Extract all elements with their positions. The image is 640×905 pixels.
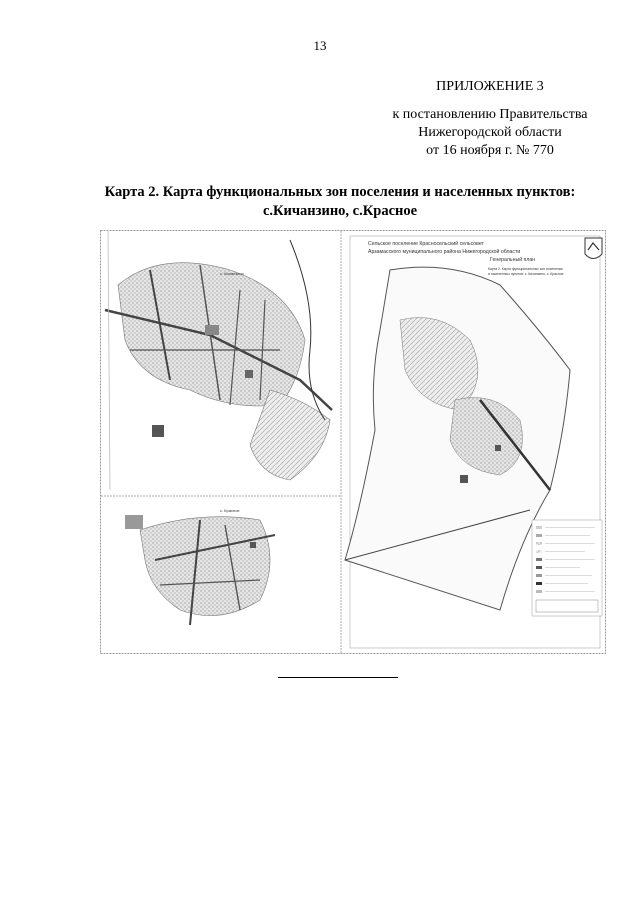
appendix-block <box>380 78 600 160</box>
appendix-line: от 16 ноября г. № 770 <box>426 143 554 158</box>
functional-zones-map <box>100 230 606 654</box>
title-line: Карта 2. Карта функциональных зон поселения и населенных пунктов: <box>104 184 576 200</box>
footer-rule <box>278 677 398 678</box>
map-header-line: Арзамасского муниципального района Нижегородской области <box>368 249 521 255</box>
coat-of-arms-icon <box>585 238 602 259</box>
page-number: 13 <box>313 38 327 53</box>
map-subtitle-line: Карта 2. Карта функциональных зон поселения <box>488 267 563 271</box>
svg-text:с. Кичанзино: с. Кичанзино <box>220 271 244 276</box>
map-subtitle-line: и населенных пунктов: с. Кичанзино, с. Красное <box>488 272 564 276</box>
map-header-line: Генеральный план <box>490 257 536 263</box>
settlement-bottom-left-map <box>125 508 275 625</box>
map-header-line: Сельское поселение Красносельский сельсовет <box>368 241 484 247</box>
settlement-overview-map <box>345 236 602 648</box>
appendix-line: Нижегородской области <box>418 125 562 140</box>
settlement-top-left-map <box>105 230 332 490</box>
appendix-heading: ПРИЛОЖЕНИЕ 3 <box>436 79 544 94</box>
map-legend <box>532 520 602 616</box>
appendix-line: к постановлению Правительства <box>392 107 588 122</box>
svg-text:с. Красное: с. Красное <box>220 508 240 513</box>
document-title <box>80 183 600 221</box>
title-line: с.Кичанзино, с.Красное <box>262 203 418 219</box>
